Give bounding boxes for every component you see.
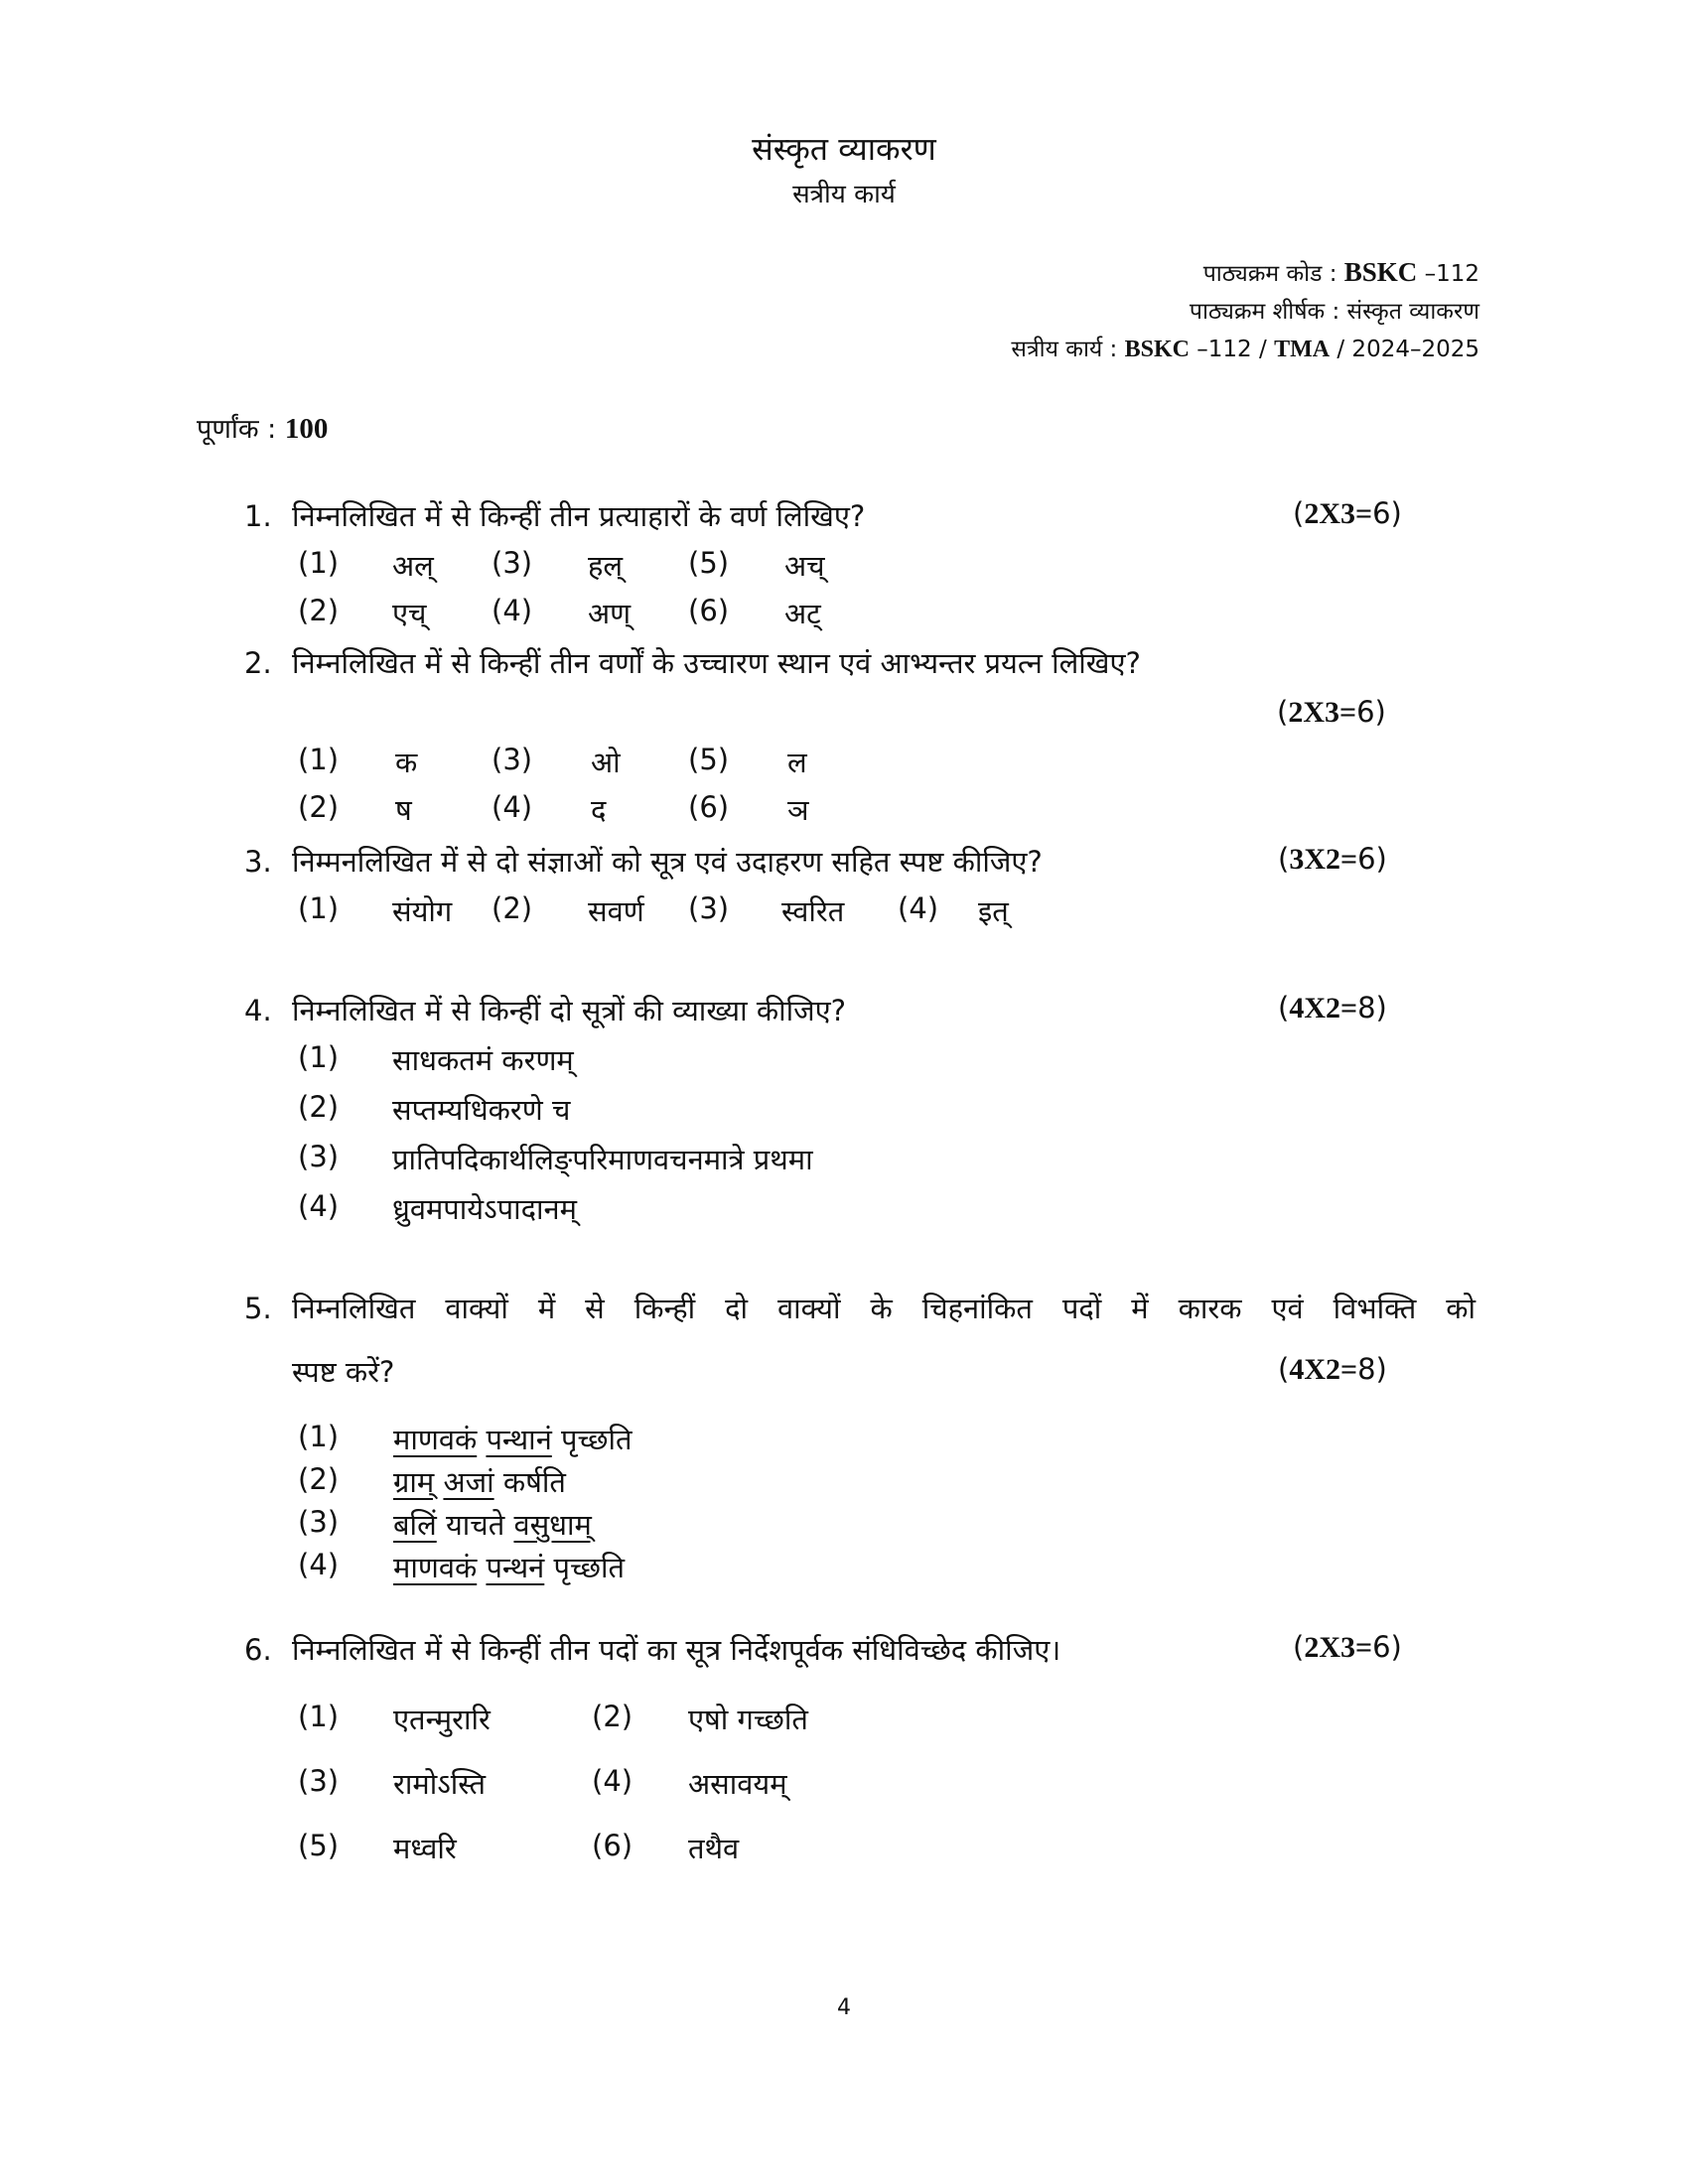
option-number: (3)	[492, 743, 533, 776]
question-text: निम्मनलिखित में से दो संज्ञाओं को सूत्र एवं उदाहरण सहित स्पष्ट कीजिए?	[292, 845, 1043, 879]
question-4-marks	[1278, 991, 1387, 1025]
marks-end: 6)	[1372, 1630, 1402, 1664]
question-number: 1.	[244, 499, 272, 533]
option-value: ओ	[591, 746, 621, 779]
option-number: (6)	[592, 1829, 633, 1862]
question-number: 5.	[244, 1292, 272, 1325]
marks-open: (	[1278, 842, 1290, 876]
sentence-1	[393, 1420, 633, 1458]
question-6	[244, 1630, 1060, 1669]
option-number: (3)	[688, 891, 730, 925]
question-5-marks	[1278, 1352, 1387, 1387]
option-value: सप्तम्यधिकरणे च	[392, 1093, 571, 1127]
option-number: (4)	[898, 891, 939, 925]
marks-end: 6)	[1357, 842, 1387, 876]
assignment-code-number: –112 /	[1189, 337, 1275, 362]
option-number: (5)	[298, 1829, 340, 1862]
option-value: मध्वरि	[393, 1832, 457, 1865]
total-marks-label: पूर्णांक :	[197, 414, 277, 445]
option-value: असावयम्	[688, 1767, 787, 1801]
document-subtitle: सत्रीय कार्य	[792, 180, 896, 209]
option-value: अल्	[392, 549, 434, 583]
option-value: ष	[395, 793, 412, 827]
option-value: साधकतमं करणम्	[392, 1043, 574, 1077]
assignment-label: सत्रीय कार्य :	[1011, 337, 1118, 362]
option-number: (4)	[492, 594, 533, 627]
marks-open: (	[1278, 1352, 1290, 1386]
option-number: (3)	[298, 1505, 340, 1539]
option-number: (1)	[298, 546, 340, 580]
document-title: संस्कृत व्याकरण	[752, 130, 936, 168]
option-number: (6)	[688, 790, 730, 824]
question-text: निम्नलिखित में से किन्हीं दो सूत्रों की व्याख्या कीजिए?	[292, 994, 847, 1027]
total-marks	[197, 409, 328, 446]
question-2-marks	[1277, 695, 1386, 730]
marks-bold: 2X3=	[1304, 497, 1373, 530]
word: याचते	[445, 1508, 505, 1542]
question-6-marks	[1293, 1630, 1402, 1665]
option-number: (3)	[492, 546, 533, 580]
option-value: द	[591, 793, 607, 827]
sentence-4	[393, 1548, 625, 1586]
question-text: निम्नलिखित में से किन्हीं तीन प्रत्याहारों के वर्ण लिखिए?	[292, 499, 866, 533]
marks-open: (	[1293, 496, 1305, 530]
option-number: (1)	[298, 1040, 340, 1074]
option-value: एषो गच्छति	[688, 1703, 808, 1736]
question-5-continued: स्पष्ट करें?	[292, 1355, 395, 1389]
option-number: (2)	[592, 1700, 633, 1733]
option-value: रामोऽस्ति	[393, 1767, 487, 1801]
marks-bold: 4X2=	[1289, 992, 1358, 1024]
marked-word: पन्थानं	[486, 1423, 552, 1456]
question-number: 3.	[244, 845, 272, 879]
option-value: संयोग	[392, 894, 453, 928]
marked-word: माणवकं	[393, 1423, 478, 1456]
question-text: निम्नलिखित में से किन्हीं तीन पदों का सूत्र निर्देशपूर्वक संधिविच्छेद कीजिए।	[292, 1633, 1061, 1667]
assignment-year: / 2024–2025	[1330, 337, 1479, 362]
option-number: (2)	[298, 594, 340, 627]
course-code-label: पाठ्यक्रम कोड :	[1202, 261, 1337, 287]
option-value: ञ	[787, 793, 809, 827]
marks-end: 6)	[1372, 496, 1402, 530]
option-value: तथैव	[688, 1832, 740, 1865]
option-value: हल्	[588, 549, 624, 583]
option-number: (4)	[298, 1548, 340, 1581]
marks-bold: 2X3=	[1288, 696, 1357, 729]
course-code-line	[1203, 256, 1479, 288]
option-number: (4)	[298, 1189, 340, 1223]
sentence-2	[393, 1462, 566, 1501]
option-value: ध्रुवमपायेऽपादानम्	[392, 1192, 577, 1226]
marks-end: 6)	[1356, 695, 1386, 729]
option-number: (1)	[298, 1700, 340, 1733]
question-number: 4.	[244, 994, 272, 1027]
question-number: 6.	[244, 1633, 272, 1667]
marks-end: 8)	[1357, 1352, 1387, 1386]
option-number: (4)	[492, 790, 533, 824]
marks-open: (	[1293, 1630, 1305, 1664]
question-text: निम्नलिखित में से किन्हीं तीन वर्णों के उच्चारण स्थान एवं आभ्यन्तर प्रयत्न लिखिए?	[292, 646, 1141, 680]
option-number: (2)	[298, 1462, 340, 1496]
option-number: (2)	[298, 790, 340, 824]
marked-word: पन्थनं	[486, 1551, 545, 1584]
course-code-number: –112	[1424, 261, 1479, 287]
marked-word: माणवकं	[393, 1551, 478, 1584]
marked-word: बलिं	[393, 1508, 437, 1542]
question-5	[244, 1289, 1476, 1327]
question-4	[244, 991, 846, 1029]
question-1	[244, 496, 865, 535]
assignment-code-bold: BSKC	[1124, 337, 1190, 362]
option-value: अण्	[588, 597, 632, 630]
option-value: अट्	[784, 597, 821, 630]
question-1-marks	[1293, 496, 1402, 531]
page-number: 4	[837, 1995, 851, 2020]
marks-open: (	[1277, 695, 1289, 729]
option-number: (5)	[688, 546, 730, 580]
option-value: इत्	[978, 894, 1009, 928]
option-value: प्रातिपदिकार्थलिङ्परिमाणवचनमात्रे प्रथमा	[392, 1143, 813, 1176]
marks-bold: 2X3=	[1304, 1631, 1373, 1664]
option-number: (2)	[298, 1090, 340, 1124]
option-value: ल	[787, 746, 807, 779]
option-number: (3)	[298, 1140, 340, 1173]
option-value: एच्	[392, 597, 427, 630]
sentence-3	[393, 1505, 592, 1544]
marks-bold: 3X2=	[1289, 843, 1358, 876]
question-number: 2.	[244, 646, 272, 680]
word: कर्षति	[502, 1465, 566, 1499]
marked-word: ग्राम्	[393, 1465, 435, 1499]
option-value: एतन्मुरारि	[393, 1703, 491, 1736]
option-number: (6)	[688, 594, 730, 627]
assignment-code-line	[1011, 332, 1479, 363]
word: पृच्छति	[561, 1423, 633, 1456]
option-number: (1)	[298, 743, 340, 776]
assignment-tma: TMA	[1274, 337, 1331, 362]
option-number: (2)	[492, 891, 533, 925]
option-number: (3)	[298, 1764, 340, 1798]
question-2	[244, 643, 1141, 682]
option-value: सवर्ण	[588, 894, 644, 928]
option-number: (5)	[688, 743, 730, 776]
option-number: (1)	[298, 891, 340, 925]
course-title-value: संस्कृत व्याकरण	[1346, 299, 1479, 325]
marks-open: (	[1278, 991, 1290, 1024]
marked-word: अजां	[443, 1465, 494, 1499]
option-number: (4)	[592, 1764, 633, 1798]
question-3	[244, 842, 1043, 881]
course-code-bold: BSKC	[1343, 257, 1418, 287]
option-value: अच्	[784, 549, 825, 583]
word: पृच्छति	[553, 1551, 626, 1584]
option-value: स्वरित	[781, 894, 845, 928]
marks-end: 8)	[1357, 991, 1387, 1024]
total-marks-value: 100	[284, 413, 329, 445]
option-number: (1)	[298, 1420, 340, 1453]
question-text: निम्नलिखित वाक्यों में से किन्हीं दो वाक्यों के चिहनांकित पदों में कारक एवं विभक्ति को	[292, 1292, 1476, 1325]
option-value: क	[395, 746, 418, 779]
marked-word: वसुधाम्	[513, 1508, 592, 1542]
course-title-line	[1190, 294, 1479, 326]
question-3-marks	[1278, 842, 1387, 877]
marks-bold: 4X2=	[1289, 1353, 1358, 1386]
course-title-label: पाठ्यक्रम शीर्षक :	[1189, 299, 1340, 325]
